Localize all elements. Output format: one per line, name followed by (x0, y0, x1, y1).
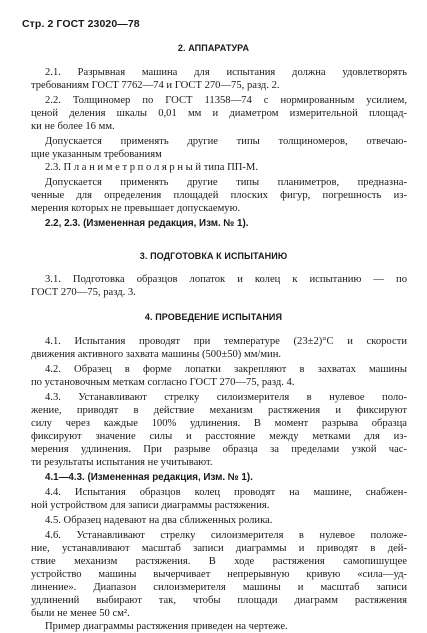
text-line: ние, устанавливают масштаб записи диаграммы и приводят в дей- (31, 543, 407, 554)
text-line: ствие механизм растяжения. В ходе растяжения самопишущее (31, 556, 407, 567)
section-heading-preparation: 3. ПОДГОТОВКА К ИСПЫТАНИЮ (139, 251, 288, 261)
text-line: силу через каждые 100% удлинения. В момент разрыва образца (31, 418, 407, 429)
text-line: 3.1. Подготовка образцов лопаток и колец к испытанию — по (45, 274, 407, 285)
text-line: были не менее 50 см². (31, 608, 130, 619)
text-line: 2.1. Разрывная машина для испытания должна удовлетворять (45, 67, 407, 78)
text-line: ти результаты испытания не учитывают. (31, 457, 213, 468)
text-line: щие указанным требованиям (31, 149, 162, 160)
text-line: 4.4. Испытания образцов колец проводят на машине, снабжен- (45, 487, 407, 498)
text-line: ГОСТ 270—75, разд. 3. (31, 287, 136, 298)
text-line: ценой деления шкалы 0,01 мм и диаметром измерительной площад- (31, 108, 407, 119)
text-line: 2.2. Толщиномер по ГОСТ 11358—74 с нормированным усилием, (45, 95, 407, 106)
text-line: Пример диаграммы растяжения приведен на чертеже. (45, 621, 288, 632)
text-line: по установочным меткам согласно ГОСТ 270—75, разд. 4. (31, 377, 295, 388)
text-line: 4.2. Образец в форме лопатки закрепляют в захватах машины (45, 364, 407, 375)
text-line: удлинений выбирают так, чтобы площади диаграмм растяжения (31, 595, 407, 606)
text-line: требованиям ГОСТ 7762—74 и ГОСТ 270—75, разд. 2. (31, 80, 280, 91)
text-line: ченные для определения площадей плоских фигур, погрешность из- (31, 190, 407, 201)
section-heading-testing: 4. ПРОВЕДЕНИЕ ИСПЫТАНИЯ (144, 312, 283, 322)
text-line: ной устройством для записи диаграммы растяжения. (31, 500, 270, 511)
text-line: 4.6. Устанавливают стрелку силоизмерителя в нулевое положе- (45, 530, 407, 541)
amendment-note: 2.2, 2.3. (Измененная редакция, Изм. № 1). (45, 218, 249, 229)
text-line: 4.5. Образец надевают на два сближенных ролика. (45, 515, 273, 526)
text-line: 4.1. Испытания проводят при температуре (23±2)°С и скорости (45, 336, 407, 347)
text-line: жение, приводят в действие механизм растяжения и фиксируют (31, 405, 407, 416)
amendment-note: 4.1—4.3. (Измененная редакция, Изм. № 1). (45, 472, 253, 483)
text-line: Допускается применять другие типы толщиномеров, отвечаю- (45, 136, 407, 147)
text-line: фиксируют значение силы и расстояние между метками для из- (31, 431, 407, 442)
text-line: 2.3. П л а н и м е т р п о л я р н ы й типа ПП-М. (45, 162, 258, 173)
text-line: 4.3. Устанавливают стрелку силоизмерителя в нулевое поло- (45, 392, 407, 403)
page-header: Стр. 2 ГОСТ 23020—78 (22, 18, 140, 30)
text-line: движения активного захвата машины (500±50) мм/мин. (31, 349, 282, 360)
text-line: ки не более 16 мм. (31, 121, 115, 132)
text-line: Допускается применять другие типы планиметров, предназна- (45, 177, 407, 188)
text-line: линение». Диапазон силоизмерителя машины и масштаб записи (31, 582, 407, 593)
text-line: мерения которых не превышает допускаемую. (31, 203, 241, 214)
text-line: мерения удлинения. При разрыве образца за пределами узкой час- (31, 444, 407, 455)
text-line: устройство машины вычерчивает непрерывную кривую «сила—уд- (31, 569, 407, 580)
section-heading-apparatus: 2. АППАРАТУРА (177, 43, 250, 53)
